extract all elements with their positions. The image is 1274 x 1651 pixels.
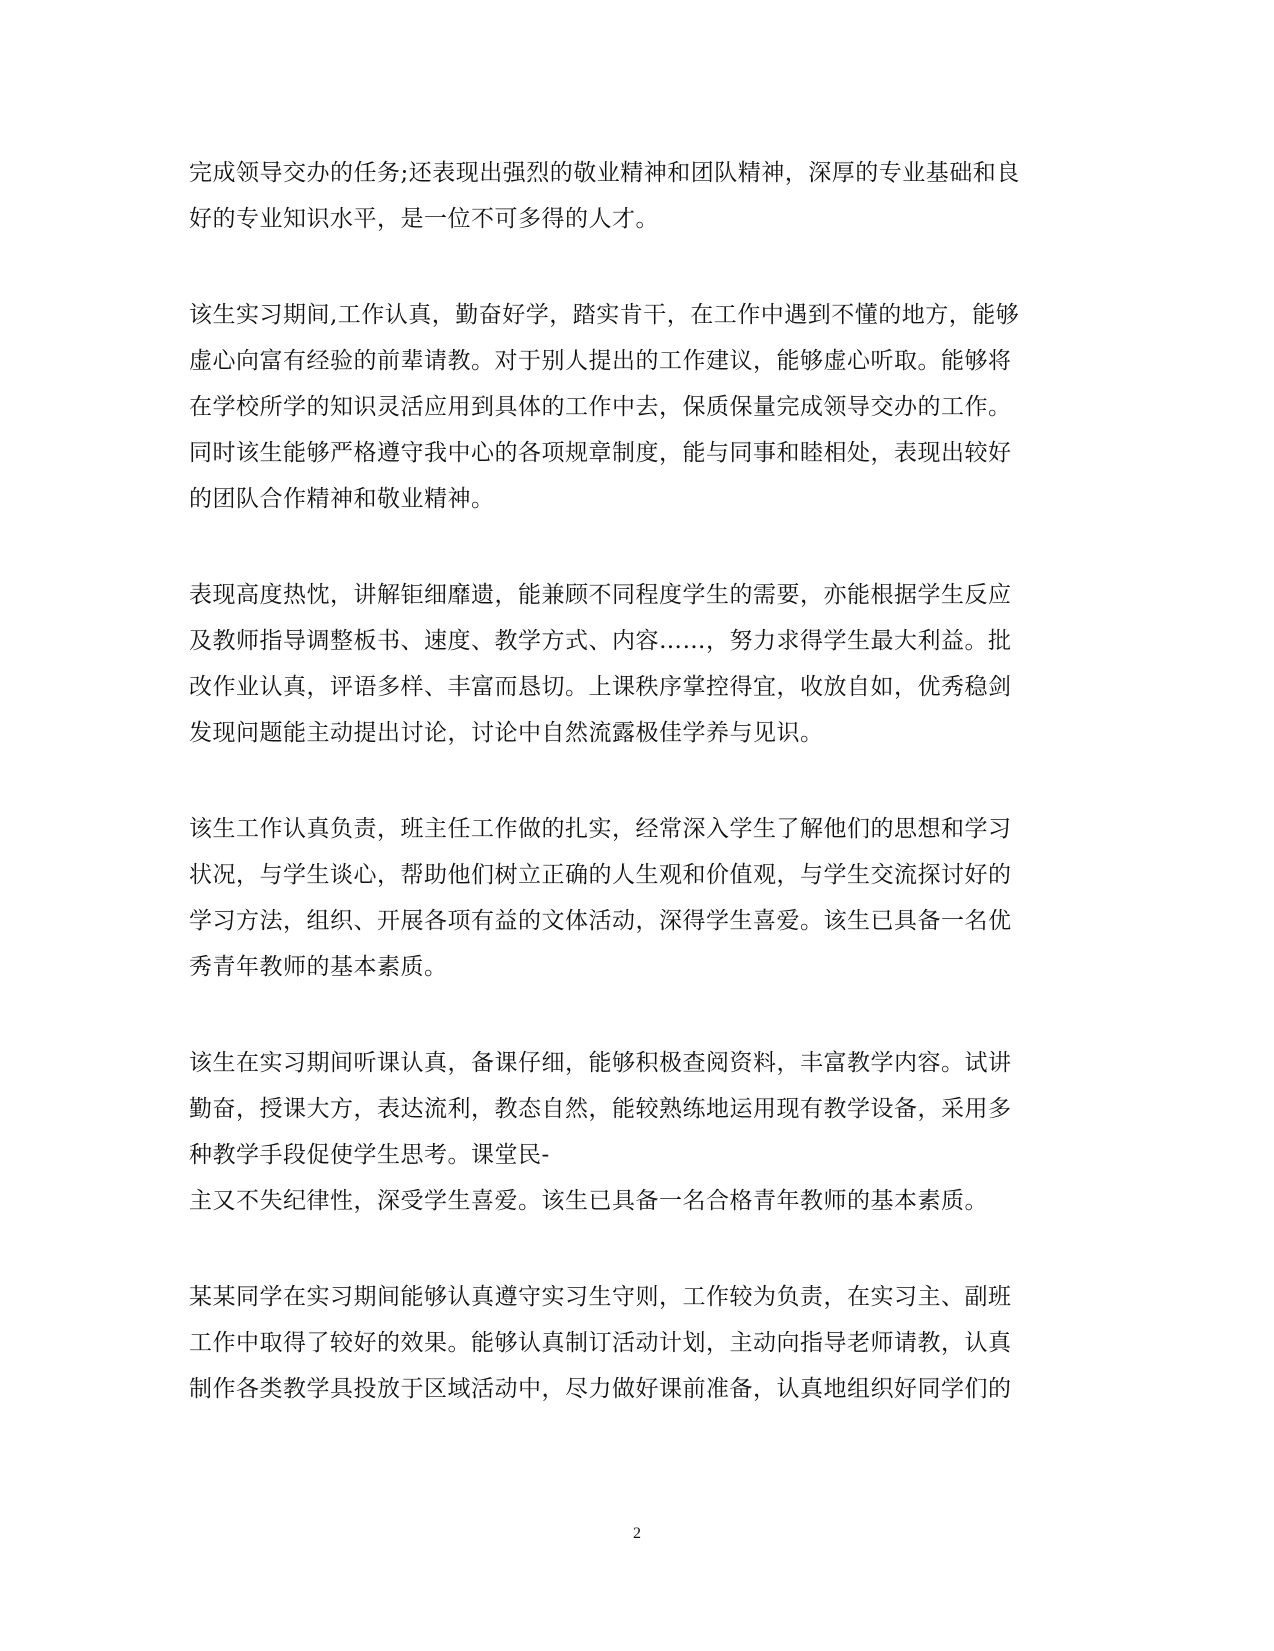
text-line: 主又不失纪律性，深受学生喜爱。该生已具备一名合格青年教师的基本素质。 <box>189 1188 988 1214</box>
text-line: 勤奋，授课大方，表达流利，教态自然，能较熟练地运用现有教学设备，采用多 <box>189 1096 1012 1122</box>
text-line: 制作各类教学具投放于区域活动中，尽力做好课前准备，认真地组织好同学们的 <box>189 1376 1012 1402</box>
text-line: 工作中取得了较好的效果。能够认真制订活动计划，主动向指导老师请教，认真 <box>189 1330 1012 1356</box>
text-line: 完成领导交办的任务;还表现出强烈的敬业精神和团队精神，深厚的专业基础和良 <box>189 160 1020 186</box>
text-line: 秀青年教师的基本素质。 <box>189 954 448 980</box>
text-line: 同时该生能够严格遵守我中心的各项规章制度，能与同事和睦相处，表现出较好 <box>189 440 1012 466</box>
text-line: 该生实习期间,工作认真，勤奋好学，踏实肯干，在工作中遇到不懂的地方，能够 <box>189 302 1020 328</box>
text-line: 的团队合作精神和敬业精神。 <box>189 486 495 512</box>
paragraph-4 <box>189 806 1089 990</box>
text-line: 学习方法，组织、开展各项有益的文体活动，深得学生喜爱。该生已具备一名优 <box>189 908 1012 934</box>
text-line: 状况，与学生谈心，帮助他们树立正确的人生观和价值观，与学生交流探讨好的 <box>189 862 1012 888</box>
text-line: 某某同学在实习期间能够认真遵守实习生守则，工作较为负责，在实习主、副班 <box>189 1284 1012 1310</box>
text-line: 及教师指导调整板书、速度、教学方式、内容……，努力求得学生最大利益。批 <box>189 628 1012 654</box>
text-line: 表现高度热忱，讲解钜细靡遗，能兼顾不同程度学生的需要，亦能根据学生反应 <box>189 582 1012 608</box>
paragraph-1 <box>189 150 1089 242</box>
paragraph-2 <box>189 292 1089 522</box>
text-line: 在学校所学的知识灵活应用到具体的工作中去，保质保量完成领导交办的工作。 <box>189 394 1012 420</box>
text-line: 发现问题能主动提出讨论，讨论中自然流露极佳学养与见识。 <box>189 720 824 746</box>
text-line: 该生工作认真负责，班主任工作做的扎实，经常深入学生了解他们的思想和学习 <box>189 816 1012 842</box>
paragraph-5 <box>189 1040 1089 1224</box>
paragraph-6 <box>189 1274 1089 1412</box>
page-number: 2 <box>633 1525 641 1542</box>
text-line: 虚心向富有经验的前辈请教。对于别人提出的工作建议，能够虚心听取。能够将 <box>189 348 1012 374</box>
text-line: 种教学手段促使学生思考。课堂民- <box>189 1142 550 1168</box>
paragraph-3 <box>189 572 1089 756</box>
text-line: 好的专业知识水平，是一位不可多得的人才。 <box>189 206 659 232</box>
document-body <box>189 150 1089 1462</box>
text-line: 改作业认真，评语多样、丰富而恳切。上课秩序掌控得宜，收放自如，优秀稳剑 <box>189 674 1012 700</box>
text-line: 该生在实习期间听课认真，备课仔细，能够积极查阅资料，丰富教学内容。试讲 <box>189 1050 1012 1076</box>
